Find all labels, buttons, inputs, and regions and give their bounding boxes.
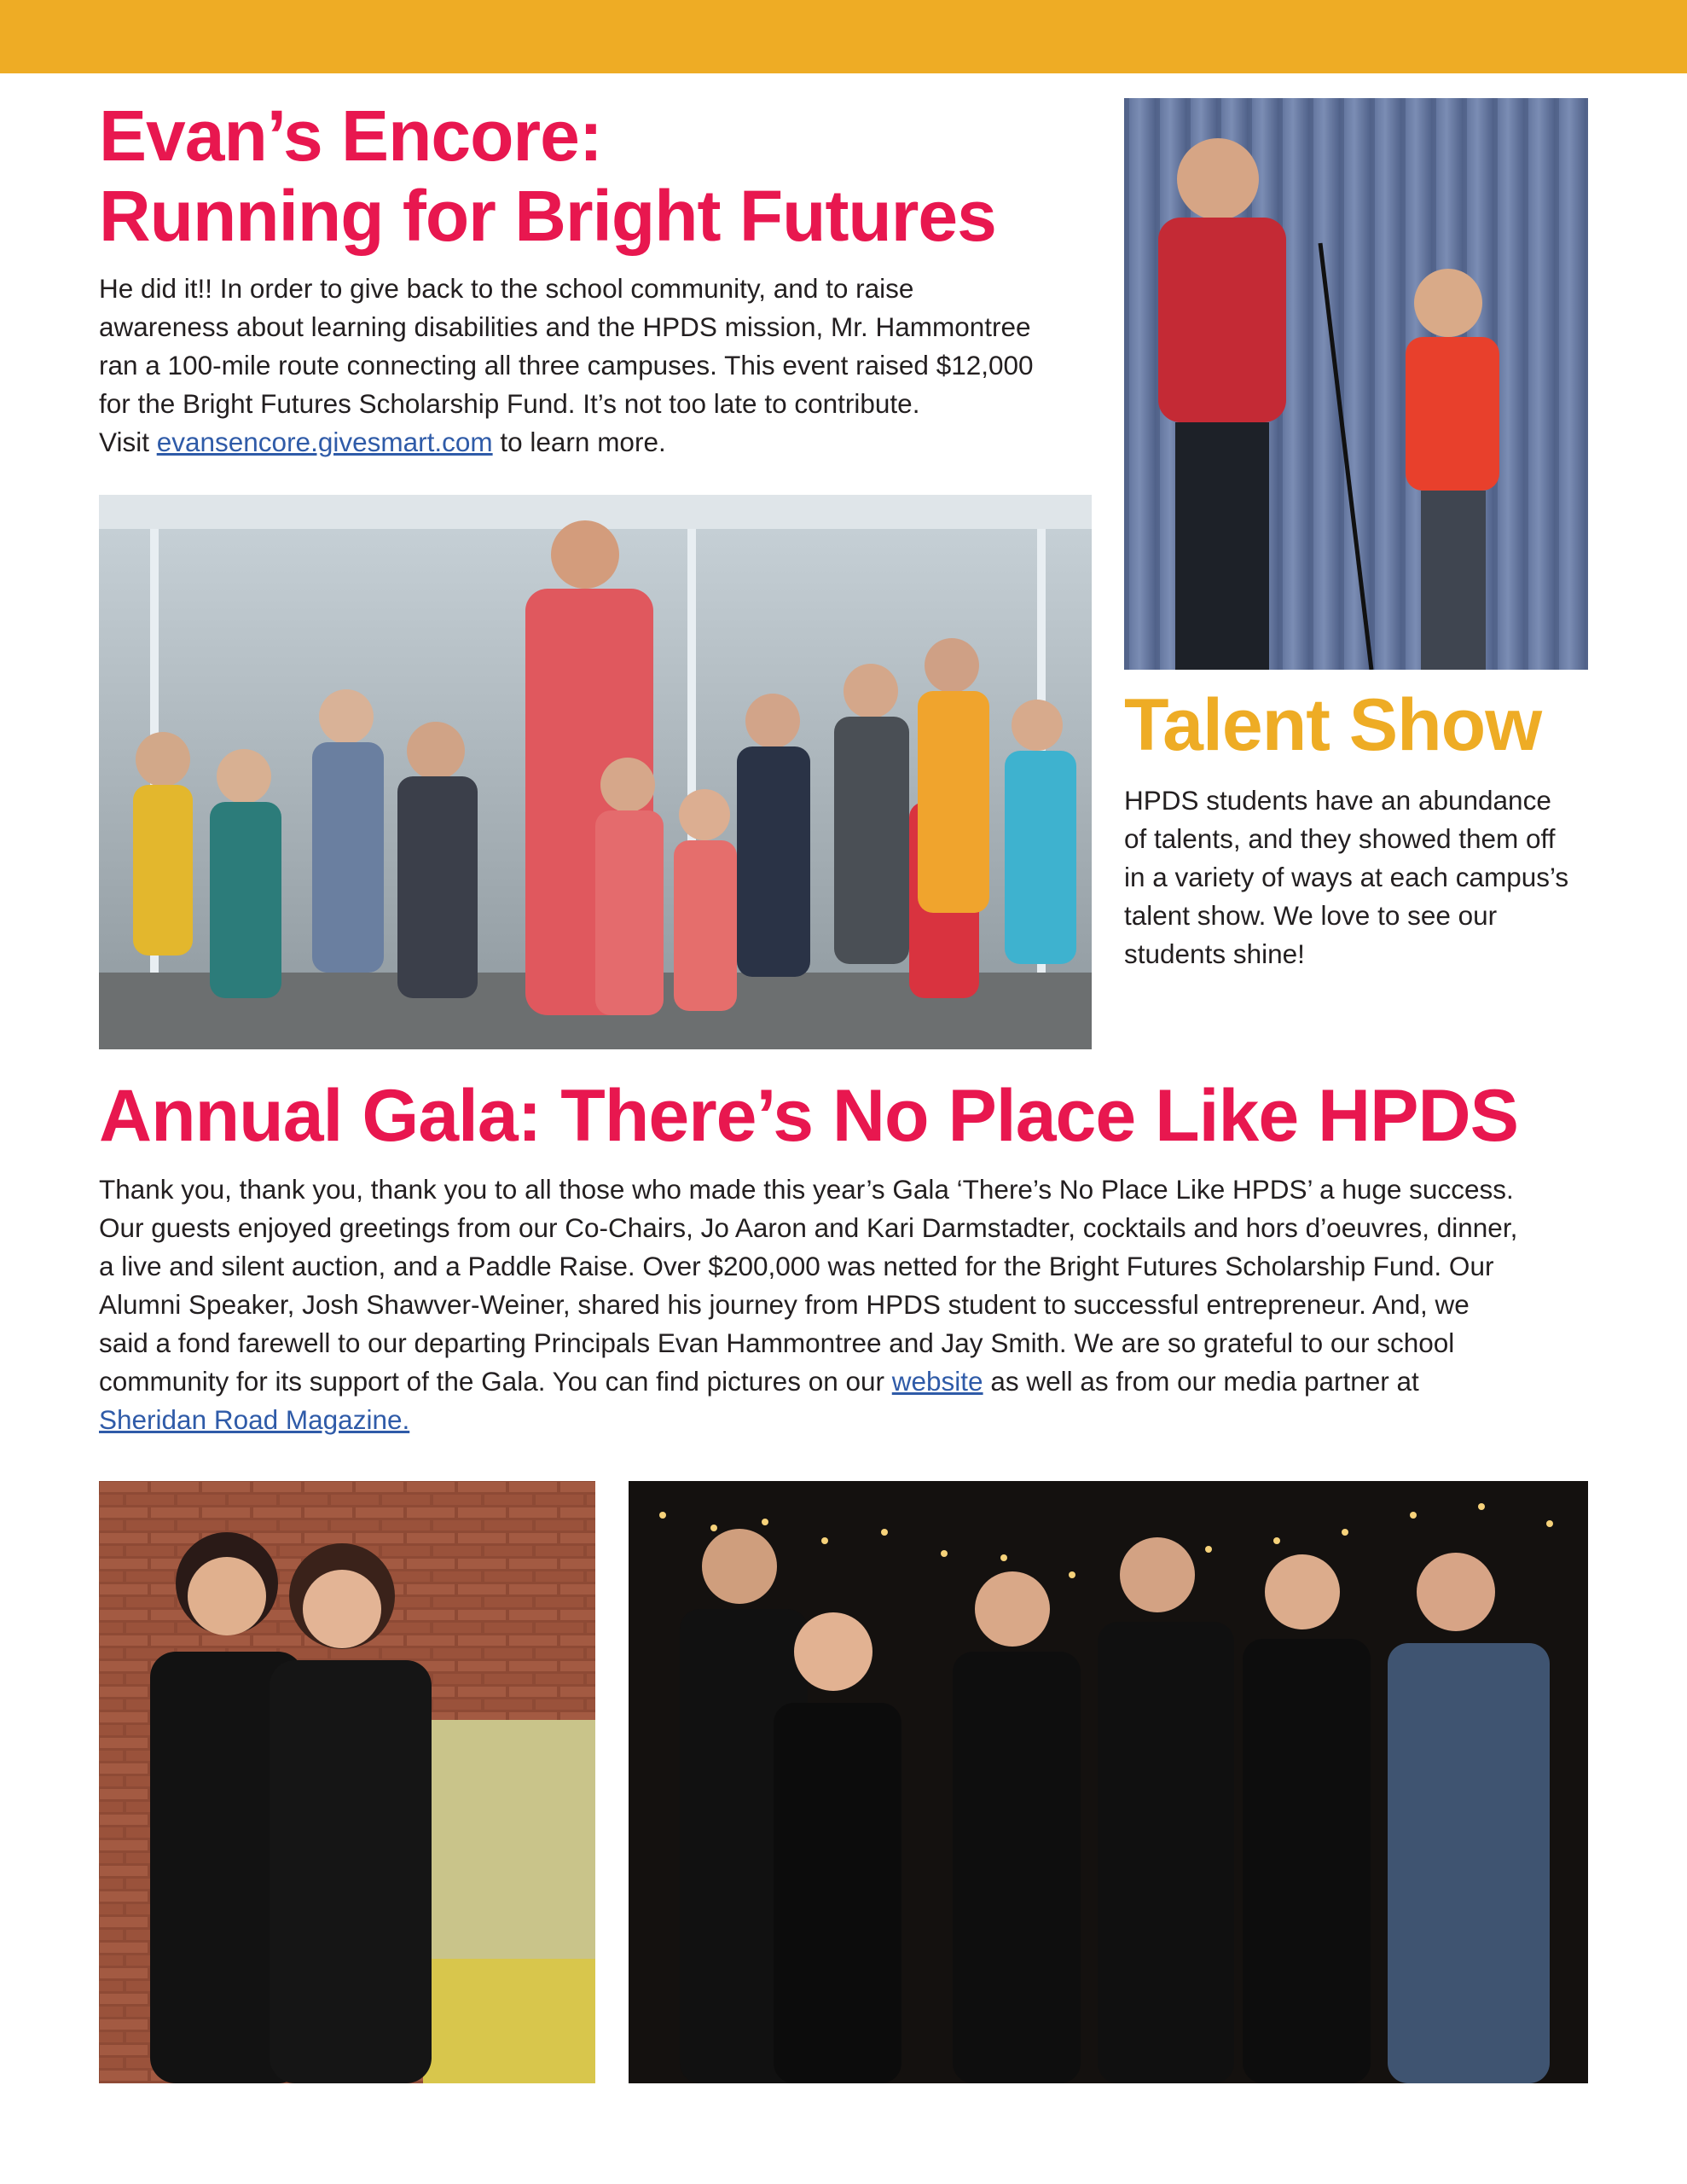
evan-para-line: He did it!! In order to give back to the school community, and to raise — [99, 273, 914, 304]
talent-show-photo — [1124, 98, 1588, 670]
sheridan-road-magazine-link[interactable]: Sheridan Road Magazine. — [99, 1404, 410, 1435]
talent-para-line: students shine! — [1124, 938, 1305, 969]
gala-para-line: said a fond farewell to our departing Principals Evan Hammontree and Jay Smith. We are so grateful to our school — [99, 1327, 1455, 1358]
visit-suffix: to learn more. — [492, 427, 666, 457]
gala-co-chairs-photo — [99, 1481, 595, 2083]
gala-para-line: Alumni Speaker, Josh Shawver-Weiner, shared his journey from HPDS student to successful entrepreneur. And, we — [99, 1289, 1470, 1320]
talent-para-line: in a variety of ways at each campus’s — [1124, 862, 1569, 892]
evan-para-line: ran a 100-mile route connecting all three campuses. This event raised $12,000 — [99, 350, 1034, 380]
evan-encore-paragraph — [99, 270, 1105, 462]
talent-show-title: Talent Show — [1124, 684, 1542, 766]
talent-para-line: of talents, and they showed them off — [1124, 823, 1556, 854]
talent-para-line: HPDS students have an abundance — [1124, 785, 1551, 816]
gala-para-line: Our guests enjoyed greetings from our Co-Chairs, Jo Aaron and Kari Darmstadter, cocktails and hors d’oeuvres, dinner, — [99, 1212, 1518, 1243]
evan-encore-title — [99, 96, 1105, 256]
visit-prefix: Visit — [99, 427, 157, 457]
annual-gala-title: Annual Gala: There’s No Place Like HPDS — [99, 1075, 1518, 1157]
gala-guests-photo — [629, 1481, 1588, 2083]
gala-para-line: Thank you, thank you, thank you to all those who made this year’s Gala ‘There’s No Place Like HPDS’ a huge success. — [99, 1174, 1514, 1205]
top-color-bar — [0, 0, 1687, 73]
evan-title-line-2: Running for Bright Futures — [99, 176, 996, 256]
talent-para-line: talent show. We love to see our — [1124, 900, 1498, 931]
gala-para-line: as well as from our media partner at — [983, 1366, 1419, 1397]
evansencore-link[interactable]: evansencore.givesmart.com — [156, 427, 493, 457]
gala-para-line: a live and silent auction, and a Paddle Raise. Over $200,000 was netted for the Bright Futures Scholarship Fund. Our — [99, 1251, 1494, 1281]
talent-show-paragraph — [1124, 781, 1602, 973]
annual-gala-paragraph — [99, 1170, 1600, 1439]
gala-para-line: community for its support of the Gala. You can find pictures on our — [99, 1366, 892, 1397]
website-link[interactable]: website — [891, 1366, 983, 1397]
evan-para-line: awareness about learning disabilities and the HPDS mission, Mr. Hammontree — [99, 311, 1031, 342]
running-group-photo — [99, 495, 1092, 1049]
evan-title-line-1: Evan’s Encore: — [99, 96, 602, 176]
evan-para-line: for the Bright Futures Scholarship Fund. It’s not too late to contribute. — [99, 388, 920, 419]
